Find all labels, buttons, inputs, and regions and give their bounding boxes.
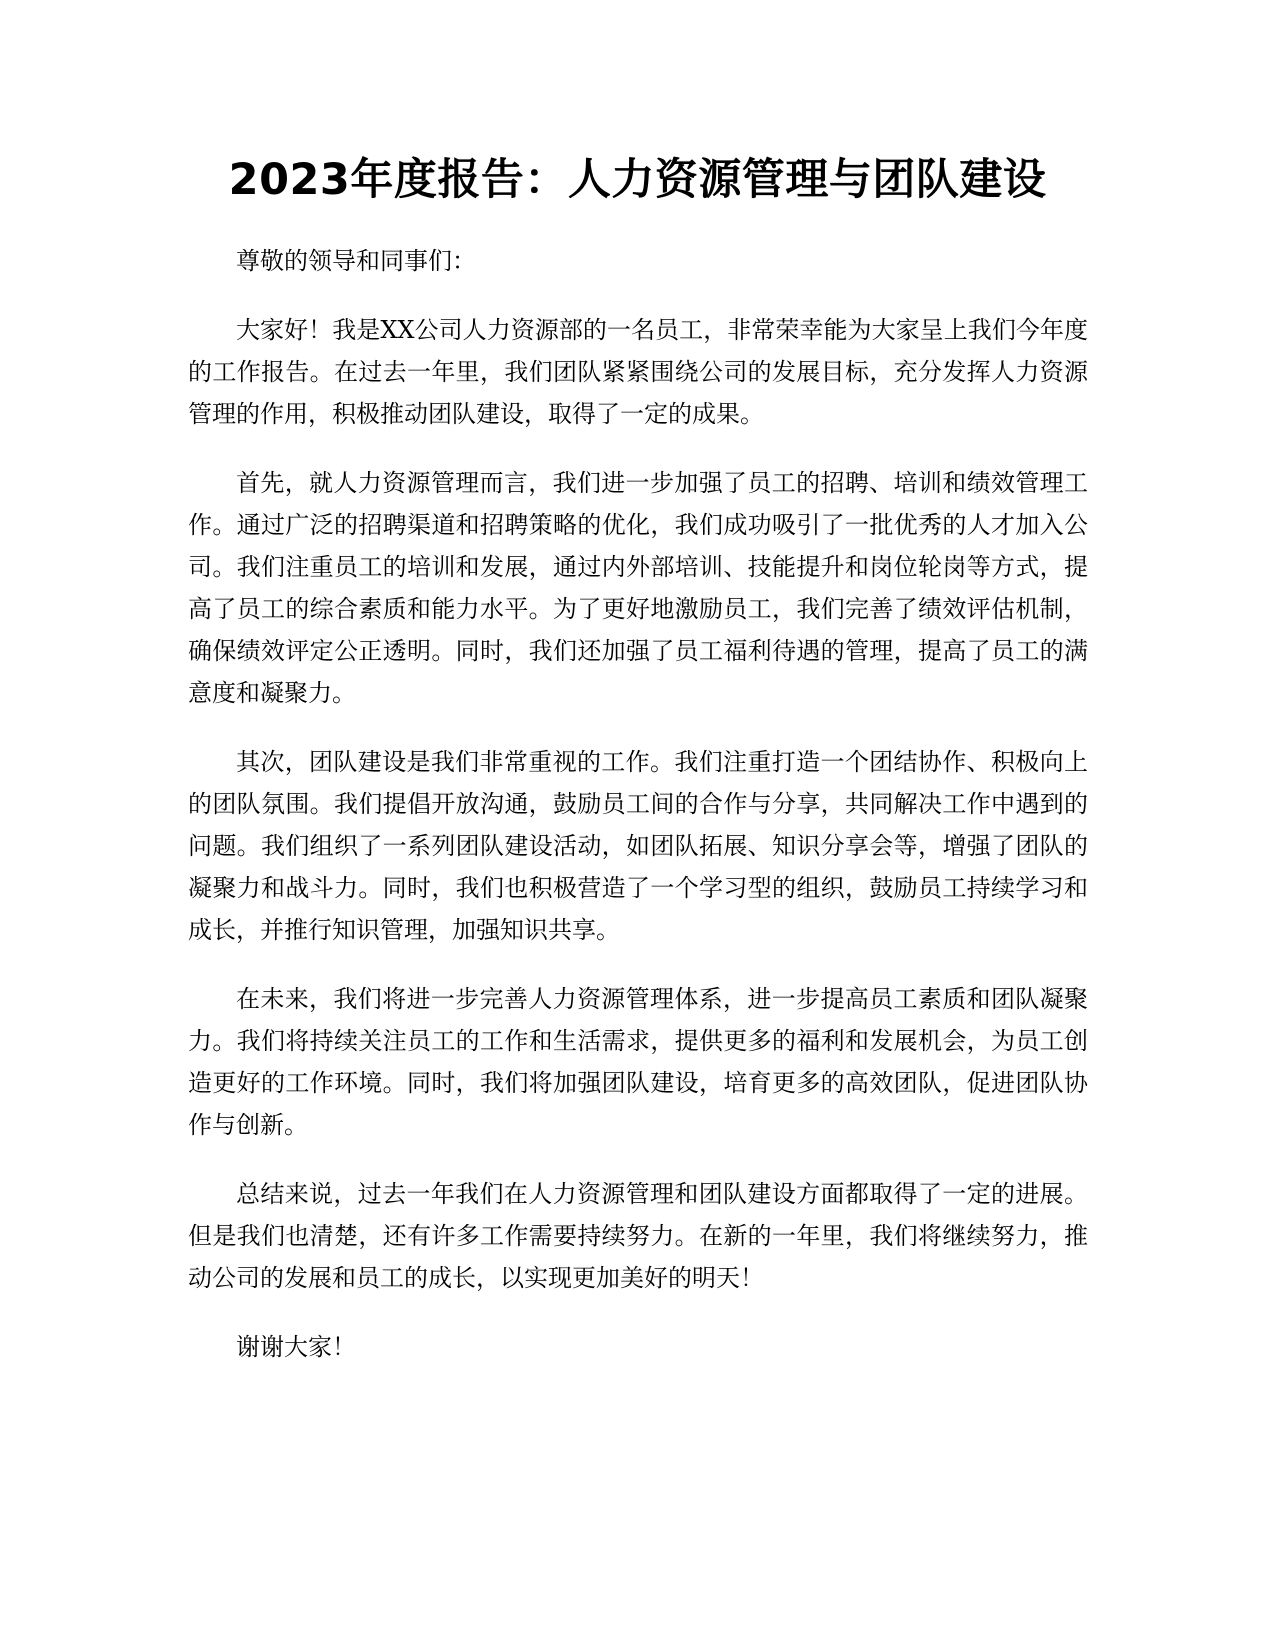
salutation: 尊敬的领导和同事们： bbox=[236, 247, 476, 275]
closing: 谢谢大家！ bbox=[236, 1333, 356, 1361]
document-title: 2023年度报告：人力资源管理与团队建设 bbox=[228, 155, 1047, 205]
paragraph-hr-management: 首先，就人力资源管理而言，我们进一步加强了员工的招聘、培训和绩效管理工作。通过广泛的招聘渠道和招聘策略的优化，我们成功吸引了一批优秀的人才加入公司。我们注重员工的培训和发展，通过内外部培训、技能提升和岗位轮岗等方式，提高了员工的综合素质和能力水平。为了更好地激励员工，我们完善了绩效评估机制，确保绩效评定公正透明。同时，我们还加强了员工福利待遇的管理，提高了员工的满意度和凝聚力。 bbox=[188, 469, 1088, 707]
paragraph-team-building: 其次，团队建设是我们非常重视的工作。我们注重打造一个团结协作、积极向上的团队氛围。我们提倡开放沟通，鼓励员工间的合作与分享，共同解决工作中遇到的问题。我们组织了一系列团队建设活动，如团队拓展、知识分享会等，增强了团队的凝聚力和战斗力。同时，我们也积极营造了一个学习型的组织，鼓励员工持续学习和成长，并推行知识管理，加强知识共享。 bbox=[188, 748, 1088, 944]
paragraph-summary: 总结来说，过去一年我们在人力资源管理和团队建设方面都取得了一定的进展。但是我们也清楚，还有许多工作需要持续努力。在新的一年里，我们将继续努力，推动公司的发展和员工的成长，以实现更加美好的明天！ bbox=[188, 1180, 1088, 1292]
paragraph-future-plans: 在未来，我们将进一步完善人力资源管理体系，进一步提高员工素质和团队凝聚力。我们将持续关注员工的工作和生活需求，提供更多的福利和发展机会，为员工创造更好的工作环境。同时，我们将加强团队建设，培育更多的高效团队，促进团队协作与创新。 bbox=[188, 985, 1088, 1139]
document-body bbox=[188, 240, 1088, 1395]
paragraph-greeting: 大家好！我是XX公司人力资源部的一名员工，非常荣幸能为大家呈上我们今年度的工作报告。在过去一年里，我们团队紧紧围绕公司的发展目标，充分发挥人力资源管理的作用，积极推动团队建设，取得了一定的成果。 bbox=[188, 316, 1088, 428]
